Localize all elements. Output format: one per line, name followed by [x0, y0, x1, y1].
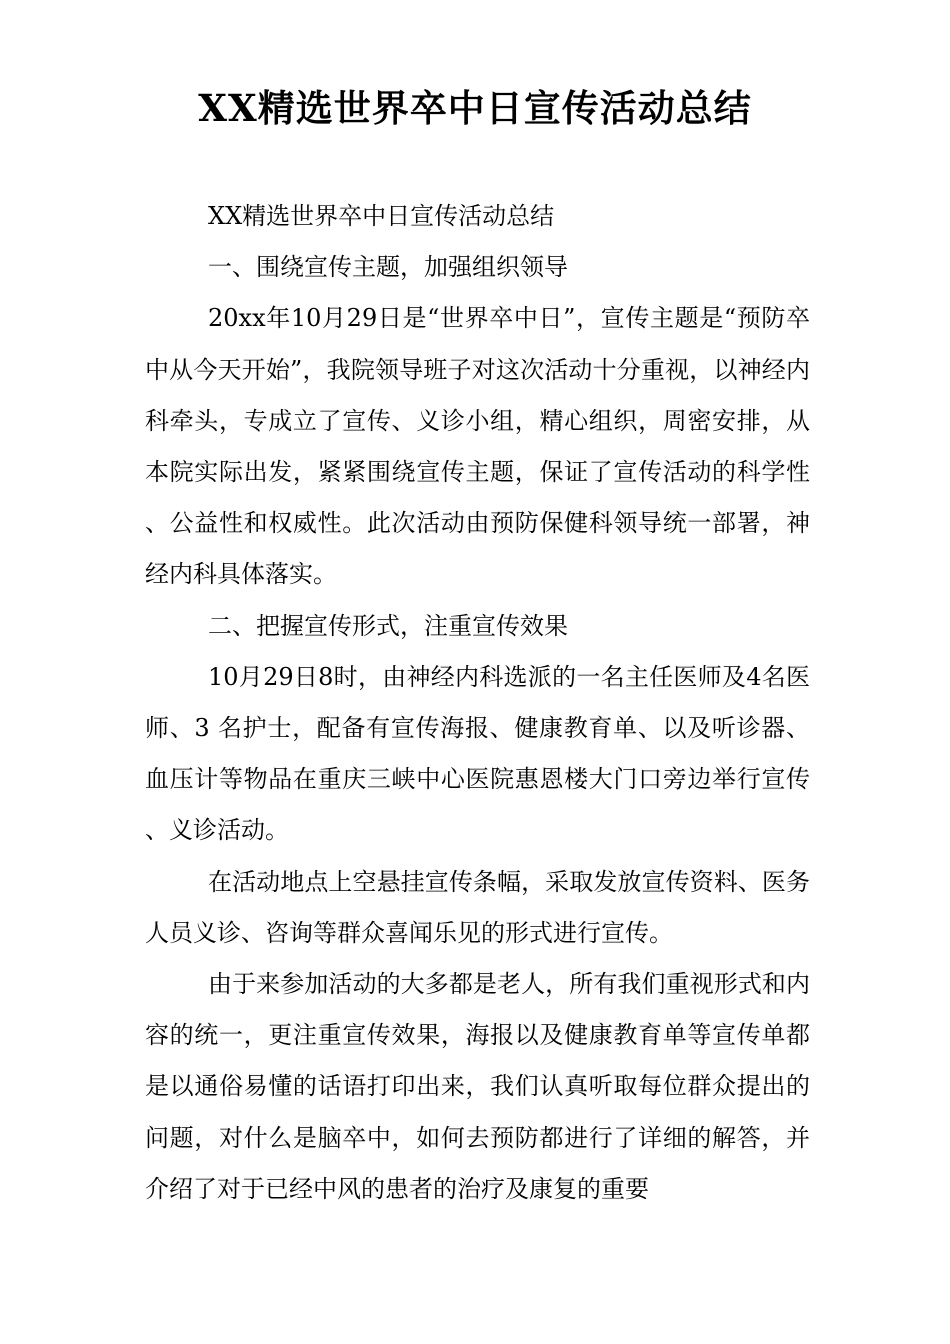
- section-heading-1: 一、围绕宣传主题，加强组织领导: [208, 253, 568, 282]
- section-heading-2: 二、把握宣传形式，注重宣传效果: [208, 611, 568, 640]
- paragraph-3: 在活动地点上空悬挂宣传条幅，采取发放宣传资料、医务人员义诊、咨询等群众喜闻乐见的形式进行宣传。: [145, 867, 810, 947]
- paragraph-4: 由于来参加活动的大多都是老人，所有我们重视形式和内容的统一，更注重宣传效果，海报以及健康教育单等宣传单都是以通俗易懂的话语打印出来，我们认真听取每位群众提出的问题，对什么是脑卒中，如何去预防都进行了详细的解答，并介绍了对于已经中风的患者的治疗及康复的重要: [145, 970, 810, 1203]
- document-title: XX精选世界卒中日宣传活动总结: [198, 86, 752, 130]
- document-body: [145, 191, 810, 1215]
- paragraph-subtitle: XX精选世界卒中日宣传活动总结: [208, 202, 555, 230]
- paragraph-2: 10月29日8时，由神经内科选派的一名主任医师及4名医师、3 名护士，配备有宣传海报、健康教育单、以及听诊器、血压计等物品在重庆三峡中心医院惠恩楼大门口旁边举行宣传、义诊活动。: [145, 662, 810, 845]
- paragraph-1: 20xx年10月29日是“世界卒中日”，宣传主题是“预防卒中从今天开始”，我院领导班子对这次活动十分重视，以神经内科牵头，专成立了宣传、义诊小组，精心组织，周密安排，从本院实际出发，紧紧围绕宣传主题，保证了宣传活动的科学性、公益性和权威性。此次活动由预防保健科领导统一部署，神经内科具体落实。: [145, 304, 810, 589]
